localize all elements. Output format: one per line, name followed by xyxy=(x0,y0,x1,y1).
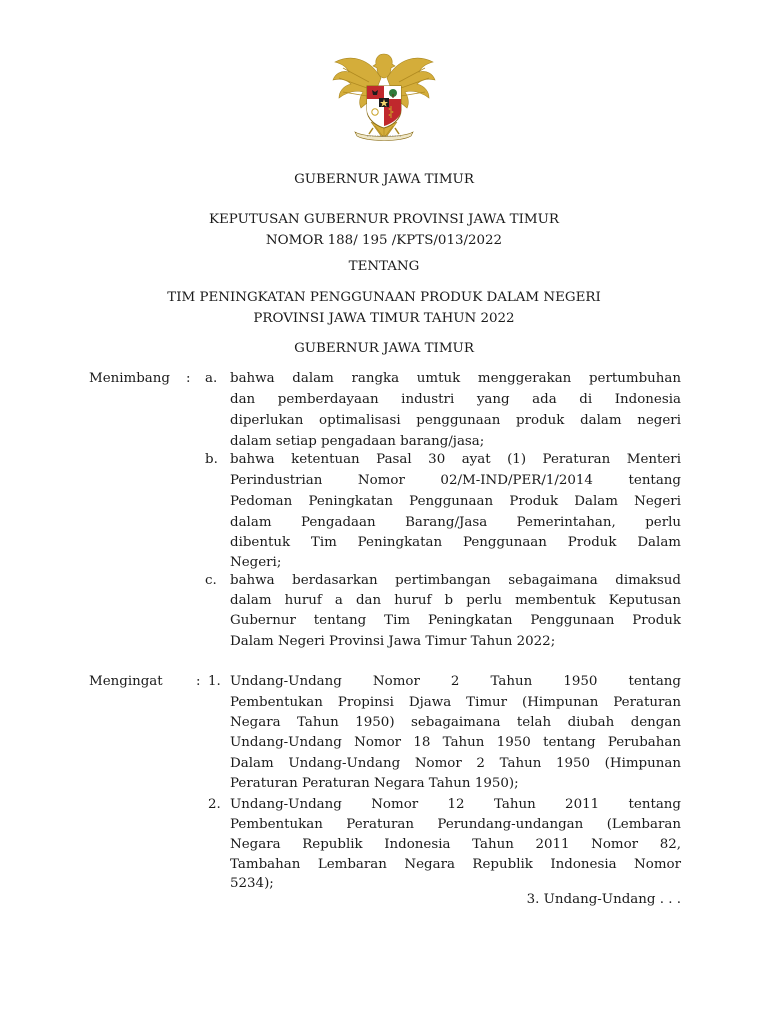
menimbang-b-line-5: dibentuk Tim Peningkatan Penggunaan Produk Dalam xyxy=(230,535,681,550)
menimbang-a-line-3: diperlukan optimalisasi penggunaan produk dalam negeri xyxy=(230,413,681,428)
about-label: TENTANG xyxy=(348,259,420,274)
menimbang-marker-a: a. xyxy=(205,371,218,386)
menimbang-c-line-2: dalam huruf a dan huruf b perlu membentuk Keputusan xyxy=(230,593,681,608)
menimbang-a-line-4: dalam setiap pengadaan barang/jasa; xyxy=(230,434,485,449)
continuation-catchword: 3. Undang-Undang . . . xyxy=(526,892,681,907)
mengingat-1-line-2: Pembentukan Propinsi Djawa Timur (Himpunan Peraturan xyxy=(230,695,681,710)
mengingat-1-line-1: Undang-Undang Nomor 2 Tahun 1950 tentang xyxy=(230,674,681,689)
mengingat-2-line-1: Undang-Undang Nomor 12 Tahun 2011 tentang xyxy=(230,797,681,812)
subject-line-1: TIM PENINGKATAN PENGGUNAAN PRODUK DALAM NEGERI xyxy=(167,290,601,305)
menimbang-label: Menimbang xyxy=(89,371,170,386)
mengingat-1-line-4: Undang-Undang Nomor 18 Tahun 1950 tentang Perubahan xyxy=(230,735,681,750)
menimbang-b-line-6: Negeri; xyxy=(230,555,282,570)
office-heading: GUBERNUR JAWA TIMUR xyxy=(294,172,474,187)
menimbang-colon: : xyxy=(186,371,191,386)
menimbang-c-line-3: Gubernur tentang Tim Peningkatan Penggunaan Produk xyxy=(230,613,681,628)
mengingat-2-line-3: Negara Republik Indonesia Tahun 2011 Nomor 82, xyxy=(230,837,681,852)
mengingat-marker-1: 1. xyxy=(208,674,221,689)
menimbang-b-line-4: dalam Pengadaan Barang/Jasa Pemerintahan, perlu xyxy=(230,515,681,530)
subject-line-2: PROVINSI JAWA TIMUR TAHUN 2022 xyxy=(253,311,515,326)
mengingat-2-line-4: Tambahan Lembaran Negara Republik Indonesia Nomor xyxy=(230,857,681,872)
mengingat-1-line-3: Negara Tahun 1950) sebagaimana telah diubah dengan xyxy=(230,715,681,730)
menimbang-b-line-3: Pedoman Peningkatan Penggunaan Produk Dalam Negeri xyxy=(230,494,681,509)
decree-title: KEPUTUSAN GUBERNUR PROVINSI JAWA TIMUR xyxy=(209,212,559,227)
mengingat-colon: : xyxy=(196,674,201,689)
menimbang-b-line-2: Perindustrian Nomor 02/M-IND/PER/1/2014 tentang xyxy=(230,473,681,488)
mengingat-marker-2: 2. xyxy=(208,797,221,812)
menimbang-c-line-4: Dalam Negeri Provinsi Jawa Timur Tahun 2022; xyxy=(230,634,556,649)
menimbang-a-line-2: dan pemberdayaan industri yang ada di Indonesia xyxy=(230,392,681,407)
menimbang-c-line-1: bahwa berdasarkan pertimbangan sebagaimana dimaksud xyxy=(230,573,681,588)
garuda-pancasila-emblem-icon xyxy=(329,48,439,144)
decree-number: NOMOR 188/ 195 /KPTS/013/2022 xyxy=(265,233,503,248)
menimbang-marker-b: b. xyxy=(205,452,218,467)
mengingat-1-line-5: Dalam Undang-Undang Nomor 2 Tahun 1950 (Himpunan xyxy=(230,756,681,771)
mengingat-1-line-6: Peraturan Peraturan Negara Tahun 1950); xyxy=(230,776,519,791)
menimbang-marker-c: c. xyxy=(205,573,217,588)
mengingat-label: Mengingat xyxy=(89,674,163,689)
menimbang-a-line-1: bahwa dalam rangka umtuk menggerakan pertumbuhan xyxy=(230,371,681,386)
menimbang-b-line-1: bahwa ketentuan Pasal 30 ayat (1) Peraturan Menteri xyxy=(230,452,681,467)
mengingat-2-line-2: Pembentukan Peraturan Perundang-undangan (Lembaran xyxy=(230,817,681,832)
issuer-heading: GUBERNUR JAWA TIMUR xyxy=(294,341,474,356)
mengingat-2-line-5: 5234); xyxy=(230,876,274,891)
